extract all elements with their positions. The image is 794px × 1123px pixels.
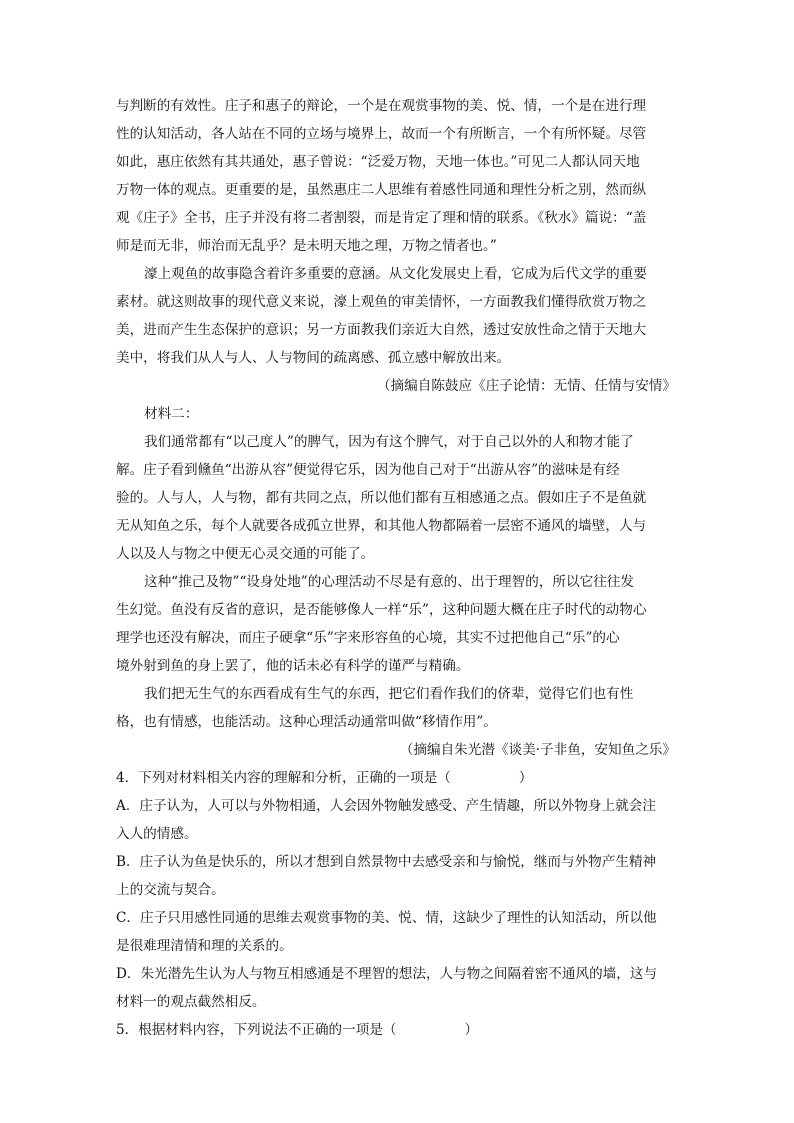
option-a: A．庄子认为，人可以与外物相通，人会因外物触发感受、产生情趣，所以外物身上就会注 bbox=[116, 798, 656, 814]
text-line: 境外射到鱼的身上罢了，他的话未必有科学的谨严与精确。 bbox=[116, 658, 470, 674]
text-line: 如此，惠庄依然有其共通处，惠子曾说：“泛爱万物，天地一体也。”可见二人都认同天地 bbox=[116, 154, 640, 170]
source-citation-2: （摘编自朱光潜《谈美·子非鱼，安知鱼之乐》 bbox=[399, 742, 676, 758]
text-line: 观《庄子》全书，庄子并没有将二者割裂，而是肯定了理和情的联系。《秋水》篇说：“盖 bbox=[116, 210, 647, 226]
question-stem: 4．下列对材料相关内容的理解和分析，正确的一项是（ ） bbox=[116, 770, 533, 786]
text-line: 濠上观鱼的故事隐含着许多重要的意涵。从文化发展史上看，它成为后代文学的重要 bbox=[144, 266, 647, 282]
passage-2 bbox=[116, 260, 676, 372]
option-b: B．庄子认为鱼是快乐的，所以才想到自然景物中去感受亲和与愉悦，继而与外物产生精神 bbox=[116, 854, 657, 870]
option-c: C．庄子只用感性同通的思维去观赏事物的美、悦、情，这缺少了理性的认知活动，所以他 bbox=[116, 910, 657, 926]
document-page bbox=[116, 92, 676, 1044]
text-line: 生幻觉。鱼没有反省的意识，是否能够像人一样“乐”，这种问题大概在庄子时代的动物心 bbox=[116, 602, 647, 618]
option-c-cont: 是很难理清情和理的关系的。 bbox=[116, 938, 293, 954]
text-line: 无从知鱼之乐，每个人就要各成孤立世界，和其他人物都隔着一层密不通风的墙壁，人与 bbox=[116, 518, 647, 534]
text-line: 验的。人与人，人与物，都有共同之点，所以他们都有互相感通之点。假如庄子不是鱼就 bbox=[116, 490, 647, 506]
text-line: 美，进而产生生态保护的意识；另一方面教我们亲近大自然，透过安放性命之情于天地大 bbox=[116, 322, 647, 338]
text-line: 人以及人与物之中便无心灵交通的可能了。 bbox=[116, 546, 375, 562]
passage-1 bbox=[116, 92, 676, 260]
text-line: 师是而无非，师治而无乱乎？是未明天地之理，万物之情者也。” bbox=[116, 238, 497, 254]
text-line: 解。庄子看到儵鱼“出游从容”便觉得它乐，因为他自己对于“出游从容”的滋味是有经 bbox=[116, 462, 620, 478]
text-line: 理学也还没有解决，而庄子硬拿“乐”字来形容鱼的心境，其实不过把他自己“乐”的心 bbox=[116, 630, 620, 646]
question-5 bbox=[116, 1016, 676, 1044]
text-line: 格，也有情感，也能活动。这种心理活动通常叫做“移情作用”。 bbox=[116, 714, 497, 730]
question-stem: 5．根据材料内容，下列说法不正确的一项是（ ） bbox=[116, 1022, 479, 1038]
text-line: 素材。就这则故事的现代意义来说，濠上观鱼的审美情怀，一方面教我们懂得欣赏万物之 bbox=[116, 294, 647, 310]
text-line: 性的认知活动，各人站在不同的立场与境界上，故而一个有所断言，一个有所怀疑。尽管 bbox=[116, 126, 647, 142]
passage-3 bbox=[116, 428, 676, 568]
material-2-label: 材料二： bbox=[144, 406, 199, 422]
passage-5 bbox=[116, 680, 676, 736]
option-d-cont: 材料一的观点截然相反。 bbox=[116, 994, 266, 1010]
source-citation-1: （摘编自陈鼓应《庄子论情：无情、任情与安情》 bbox=[376, 378, 676, 394]
text-line: 这种“推己及物”“设身处地”的心理活动不尽是有意的、出于理智的，所以它往往发 bbox=[144, 574, 634, 590]
question-4 bbox=[116, 764, 676, 1016]
text-line: 我们通常都有“以己度人”的脾气，因为有这个脾气，对于自己以外的人和物才能了 bbox=[144, 434, 634, 450]
option-b-cont: 上的交流与契合。 bbox=[116, 882, 225, 898]
passage-4 bbox=[116, 568, 676, 680]
option-a-cont: 入人的情感。 bbox=[116, 826, 198, 842]
text-line: 万物一体的观点。更重要的是，虽然惠庄二人思维有着感性同通和理性分析之别，然而纵 bbox=[116, 182, 647, 198]
text-line: 我们把无生气的东西看成有生气的东西，把它们看作我们的侪辈，觉得它们也有性 bbox=[144, 686, 634, 702]
text-line: 与判断的有效性。庄子和惠子的辩论，一个是在观赏事物的美、悦、情，一个是在进行理 bbox=[116, 98, 647, 114]
text-line: 美中，将我们从人与人、人与物间的疏离感、孤立感中解放出来。 bbox=[116, 350, 511, 366]
option-d: D．朱光潜先生认为人与物互相感通是不理智的想法，人与物之间隔着密不通风的墙，这与 bbox=[116, 966, 658, 982]
